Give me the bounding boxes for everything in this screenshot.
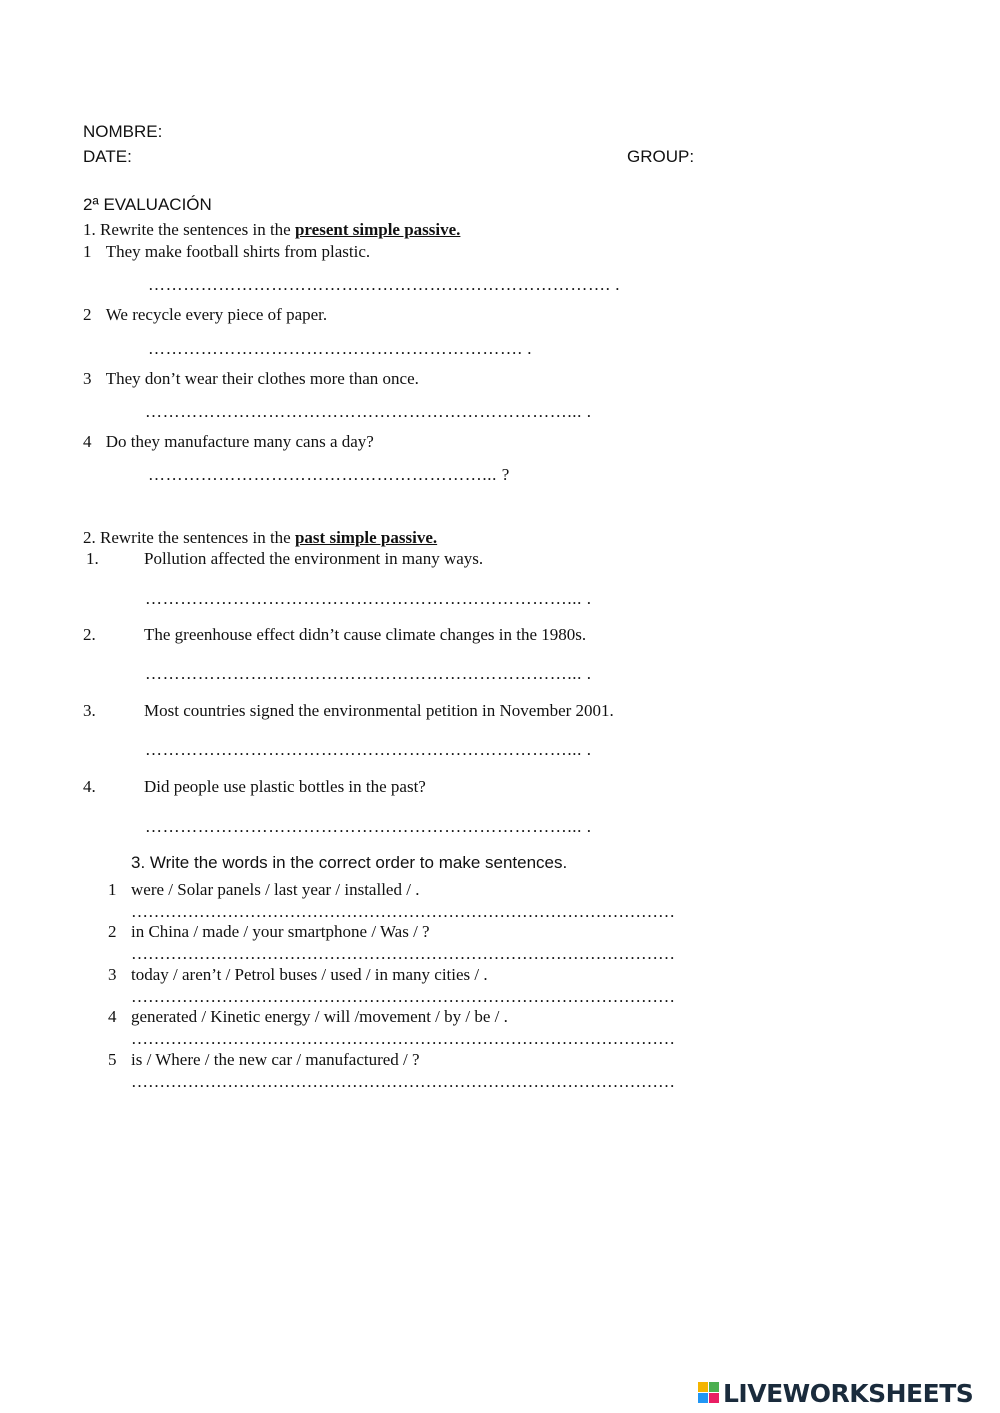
- s1-item-4: [83, 432, 374, 452]
- s2-item-num-4: 4.: [83, 777, 96, 796]
- s3-item-num-5: 5: [108, 1050, 117, 1069]
- s2-item-text-3: Most countries signed the environmental petition in November 2001.: [144, 701, 614, 720]
- s1-answer-line-4[interactable]: …………………………………………………... ?: [148, 465, 510, 484]
- s3-item-text-3: today / aren’t / Petrol buses / used / in many cities / .: [131, 965, 488, 984]
- section2-instruction-text: 2. Rewrite the sentences in the: [83, 528, 295, 547]
- s1-item-1: [83, 242, 370, 262]
- item-text: They don’t wear their clothes more than once.: [105, 369, 419, 388]
- section2-instruction: [83, 528, 437, 548]
- s2-item-text-2: The greenhouse effect didn’t cause climate changes in the 1980s.: [144, 625, 587, 644]
- s3-item-num-2: 2: [108, 922, 117, 941]
- s1-answer-line-1[interactable]: ……………………………………………………………………. .: [148, 275, 621, 294]
- liveworksheets-logo: [698, 1378, 973, 1408]
- item-text: Do they manufacture many cans a day?: [105, 432, 374, 451]
- s2-answer-line-1[interactable]: ………………………………………………………………... .: [145, 589, 592, 608]
- s2-answer-line-3[interactable]: ………………………………………………………………... .: [145, 740, 592, 759]
- s3-answer-line-3[interactable]: ……………………………………………………………………………………: [131, 987, 675, 1006]
- s3-item-num-3: 3: [108, 965, 117, 984]
- s1-item-2: [83, 305, 327, 325]
- section1-instruction-text: 1. Rewrite the sentences in the: [83, 220, 295, 239]
- s2-item-text-4: Did people use plastic bottles in the past?: [144, 777, 426, 796]
- s1-item-3: [83, 369, 419, 389]
- s3-item-text-5: is / Where / the new car / manufactured / ?: [131, 1050, 420, 1069]
- section2-instruction-emphasis: past simple passive.: [294, 528, 438, 547]
- s3-answer-line-5[interactable]: ……………………………………………………………………………………: [131, 1072, 675, 1091]
- s2-answer-line-2[interactable]: ………………………………………………………………... .: [145, 664, 592, 683]
- liveworksheets-logo-text: LIVEWORKSHEETS: [723, 1378, 974, 1408]
- s2-item-num-2: 2.: [83, 625, 96, 644]
- s3-answer-line-4[interactable]: ……………………………………………………………………………………: [131, 1029, 675, 1048]
- s3-item-num-4: 4: [108, 1007, 117, 1026]
- s3-item-text-4: generated / Kinetic energy / will /movement / by / be / .: [131, 1007, 508, 1026]
- item-number: 3: [83, 369, 92, 388]
- s1-answer-line-2[interactable]: ………………………………………………………. .: [148, 339, 533, 358]
- s3-answer-line-2[interactable]: ……………………………………………………………………………………: [131, 944, 675, 963]
- liveworksheets-grid-icon: [698, 1382, 720, 1404]
- item-text: They make football shirts from plastic.: [105, 242, 371, 261]
- item-number: 2: [83, 305, 92, 324]
- s3-item-text-1: were / Solar panels / last year / installed / .: [131, 880, 420, 899]
- s3-answer-line-1[interactable]: ……………………………………………………………………………………: [131, 902, 675, 921]
- s2-item-num-3: 3.: [83, 701, 96, 720]
- s3-item-num-1: 1: [108, 880, 117, 899]
- s3-item-text-2: in China / made / your smartphone / Was / ?: [131, 922, 430, 941]
- section1-instruction-emphasis: present simple passive.: [294, 220, 461, 239]
- item-number: 1: [83, 242, 92, 261]
- section3-instruction: 3. Write the words in the correct order to make sentences.: [131, 853, 568, 872]
- s2-answer-line-4[interactable]: ………………………………………………………………... .: [145, 817, 592, 836]
- s1-answer-line-3[interactable]: ………………………………………………………………... .: [145, 402, 592, 421]
- group-label: GROUP:: [627, 147, 695, 166]
- date-label: DATE:: [83, 147, 132, 166]
- section1-instruction: [83, 220, 460, 240]
- s2-item-num-1: 1.: [86, 549, 99, 568]
- item-number: 4: [83, 432, 92, 451]
- evaluation-title: 2ª EVALUACIÓN: [83, 195, 212, 214]
- s2-item-text-1: Pollution affected the environment in many ways.: [144, 549, 484, 568]
- nombre-label: NOMBRE:: [83, 122, 163, 141]
- item-text: We recycle every piece of paper.: [105, 305, 328, 324]
